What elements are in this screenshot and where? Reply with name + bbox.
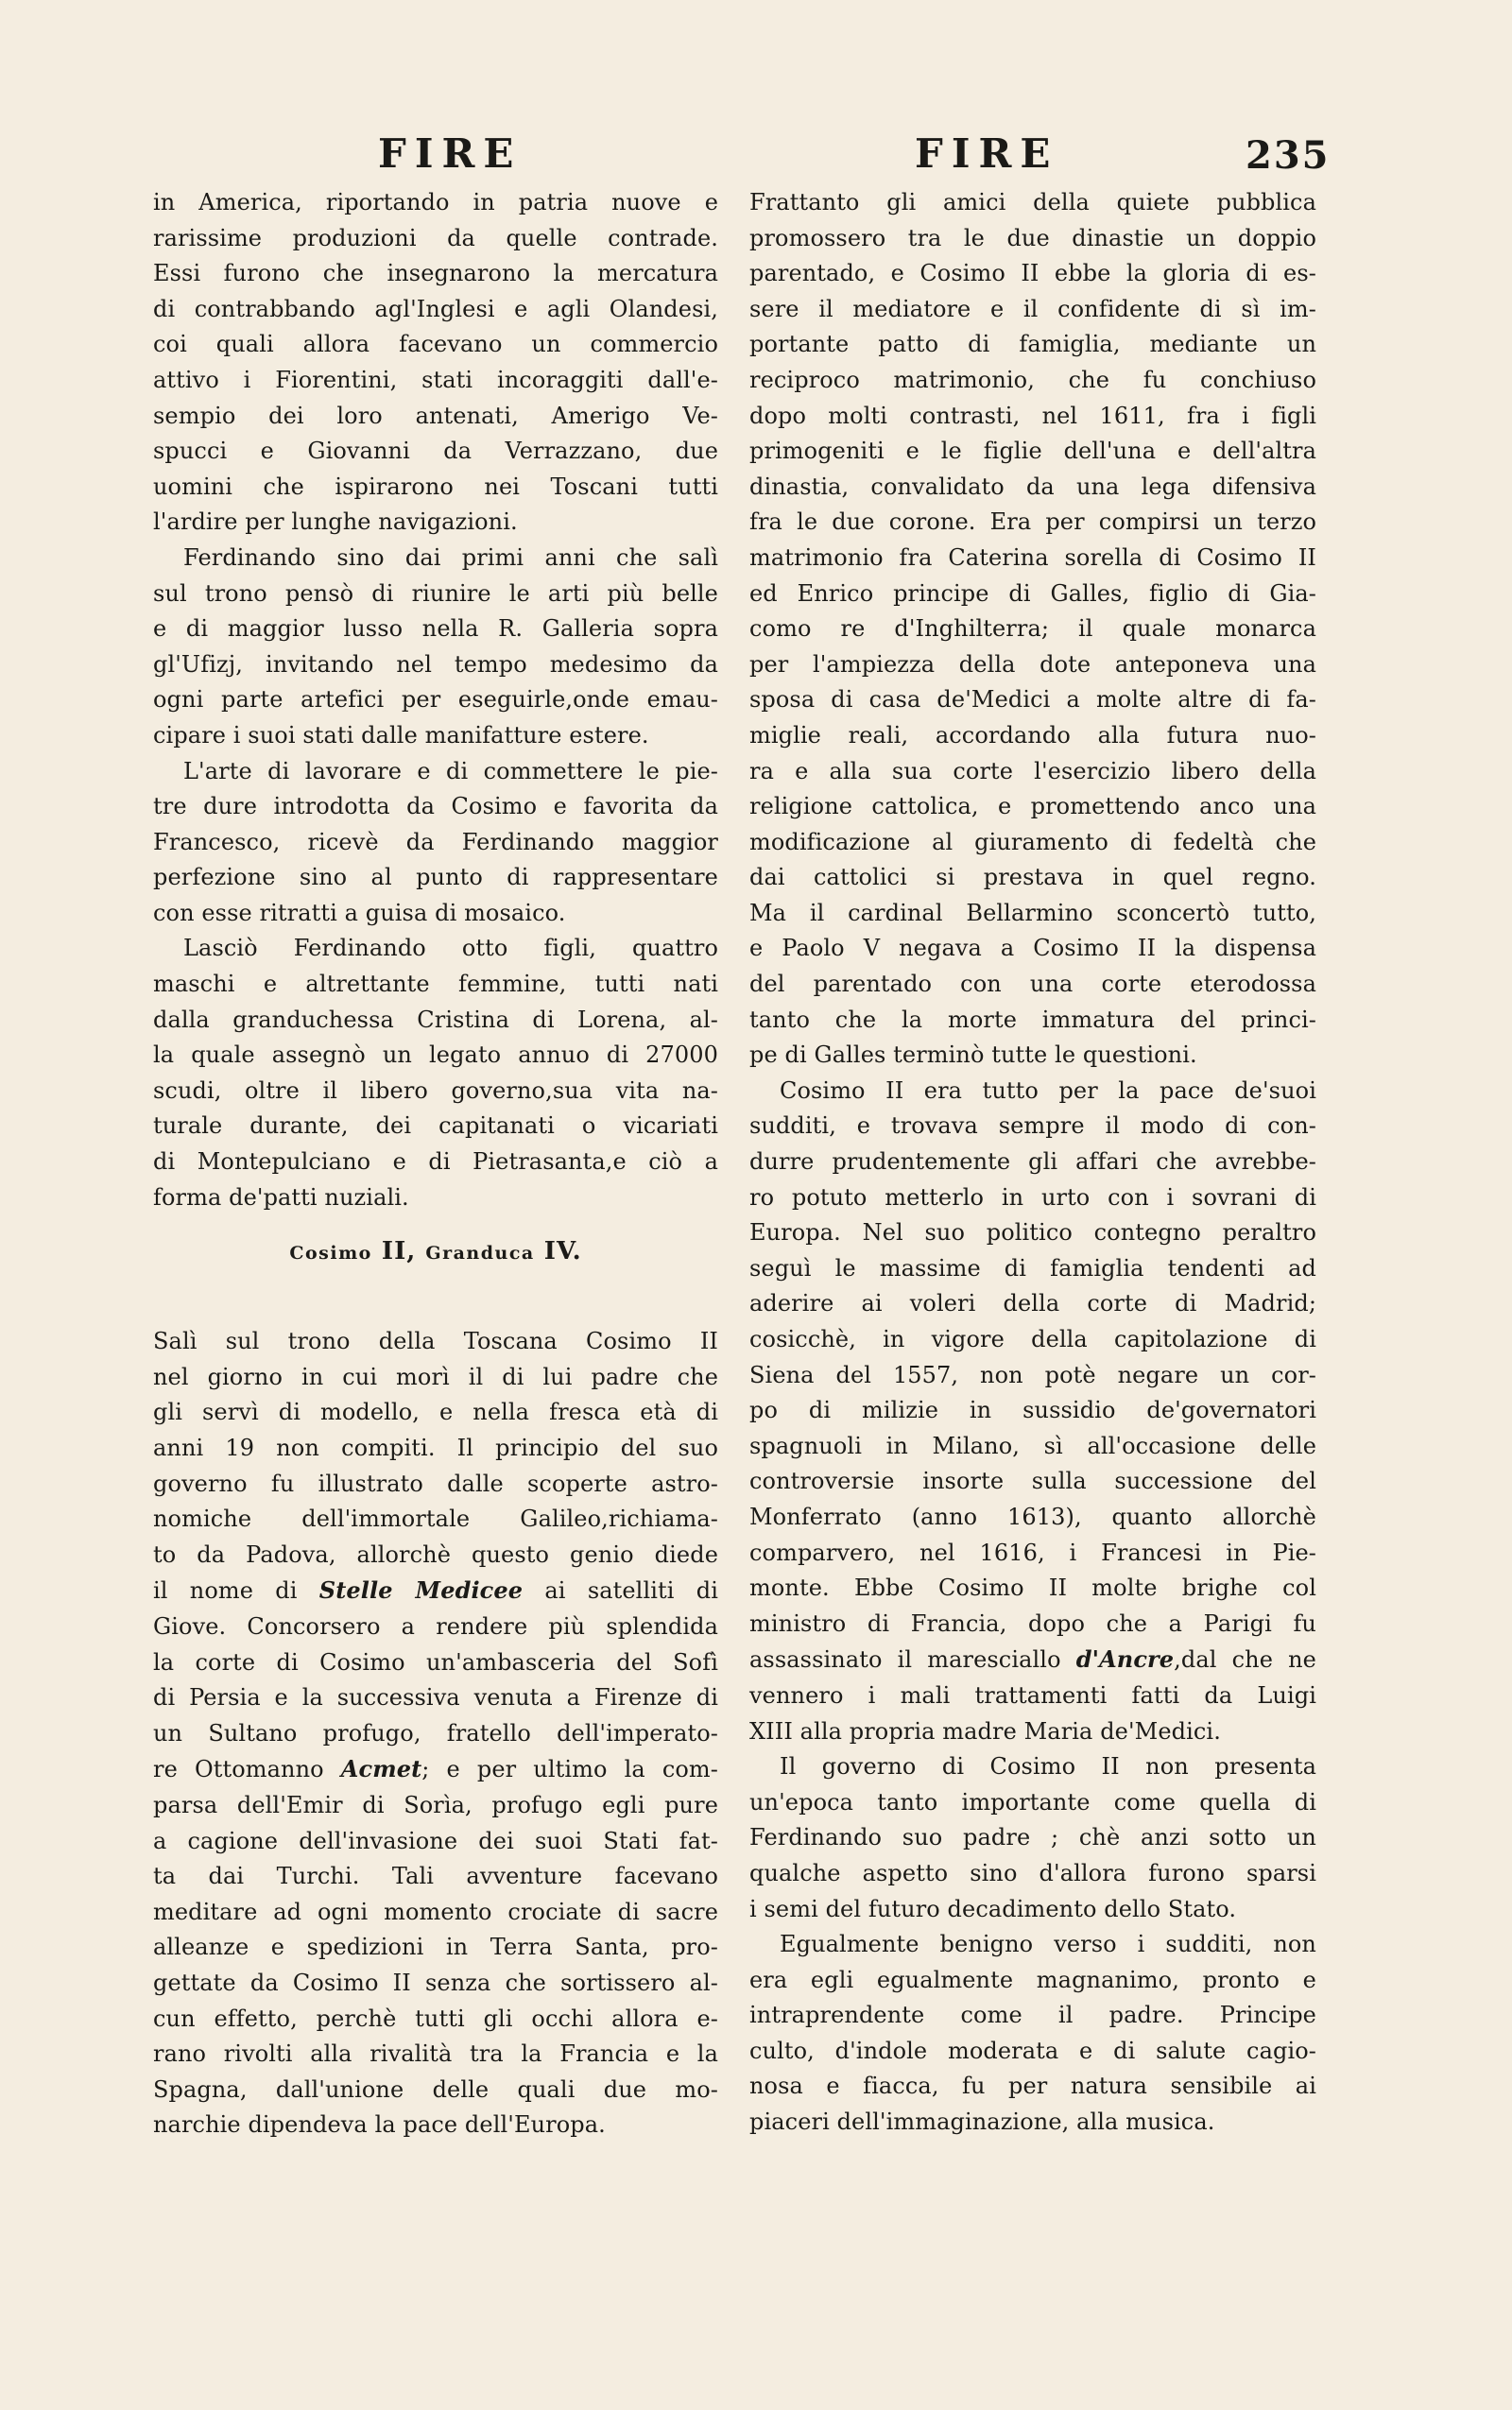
text-line: cun effetto, perchè tutti gli occhi allora e-: [153, 2005, 718, 2032]
text-line: nosa e fiacca, fu per natura sensibile ai: [749, 2073, 1316, 2100]
paragraph: [749, 1678, 1316, 1749]
text-line: vennero i mali trattamenti fatti da Luigi: [749, 1681, 1316, 1709]
text-line: dopo molti contrasti, nel 1611, fra i figli: [749, 402, 1316, 429]
text-line: [153, 1573, 718, 1610]
text-line: Europa. Nel suo politico contegno peraltro: [749, 1219, 1316, 1247]
text-line: piaceri dell'immaginazione, alla musica.: [749, 2109, 1215, 2136]
left-column: [153, 185, 718, 2143]
text-line: gl'Ufizj, invitando nel tempo medesimo da: [153, 650, 718, 678]
text-line: perfezione sino al punto di rappresentare: [153, 864, 718, 891]
text-line: i semi del futuro decadimento dello Stato.: [749, 1895, 1237, 1922]
text-line: controversie insorte sulla successione del: [749, 1468, 1316, 1495]
italic-term: d'Ancre: [1075, 1645, 1175, 1674]
text-line: Giove. Concorsero a rendere più splendida: [153, 1612, 718, 1640]
text-line: Salì sul trono della Toscana Cosimo II: [153, 1328, 718, 1355]
text-line: rano rivolti alla rivalità tra la Francia e la: [153, 2040, 718, 2068]
paragraph: [749, 1074, 1316, 1643]
text-line: in America, riportando in patria nuove e: [153, 189, 718, 215]
text-line: e di maggior lusso nella R. Galleria sopra: [153, 615, 718, 643]
text-line: governo fu illustrato dalle scoperte astro-: [153, 1470, 718, 1497]
text-line: Ma il cardinal Bellarmino sconcertò tutto,: [749, 899, 1316, 926]
text-line: un'epoca tanto importante come quella di: [749, 1788, 1316, 1816]
text-line: spucci e Giovanni da Verrazzano, due: [153, 438, 718, 465]
text-line: monte. Ebbe Cosimo II molte brighe col: [749, 1575, 1316, 1602]
text-line: e Paolo V negava a Cosimo II la dispensa: [749, 935, 1316, 962]
text-line: reciproco matrimonio, che fu conchiuso: [749, 366, 1316, 393]
text-line: ed Enrico principe di Galles, figlio di Gia-: [749, 579, 1316, 607]
text-line: sudditi, e trovava sempre il modo di con-: [749, 1112, 1316, 1140]
text-line: anni 19 non compiti. Il principio del suo: [153, 1435, 718, 1461]
text-line: miglie reali, accordando alla futura nuo-: [749, 721, 1316, 749]
text-line: modificazione al giuramento di fedeltà che: [749, 828, 1316, 855]
text-line: di contrabbando agl'Inglesi e agli Olandesi,: [153, 295, 718, 322]
text-line: l'ardire per lunghe navigazioni.: [153, 508, 518, 536]
text-line: attivo i Fiorentini, stati incoraggiti dall'e-: [153, 366, 718, 393]
text-line: uomini che ispirarono nei Toscani tutti: [153, 473, 718, 500]
text-line: Il governo di Cosimo II non presenta: [780, 1753, 1316, 1781]
section-title-rank: Granduca: [425, 1243, 535, 1265]
text-line: Essi furono che insegnarono la mercatura: [153, 260, 718, 287]
text-line: scudi, oltre il libero governo,sua vita na-: [153, 1076, 718, 1104]
paragraph: [153, 1324, 718, 1573]
text-line: Siena del 1557, non potè negare un cor-: [749, 1361, 1316, 1388]
text-line: fra le due corone. Era per compirsi un terzo: [749, 508, 1316, 536]
text-line: nomiche dell'immortale Galileo,richiama-: [153, 1506, 718, 1533]
text-line: po di milizie in sussidio de'governatori: [749, 1397, 1316, 1424]
text-line: religione cattolica, e promettendo anco una: [749, 793, 1316, 820]
text-line: matrimonio fra Caterina sorella di Cosimo II: [749, 543, 1316, 571]
text-line: XIII alla propria madre Maria de'Medici.: [749, 1717, 1221, 1745]
text-line: ministro di Francia, dopo che a Parigi fu: [749, 1610, 1316, 1637]
text-fragment: assassinato il maresciallo: [749, 1646, 1061, 1674]
text-line: la quale assegnò un legato annuo di 27000: [153, 1041, 718, 1069]
text-line: Cosimo II era tutto per la pace de'suoi: [780, 1076, 1316, 1104]
page-number: 235: [1246, 133, 1331, 178]
text-line: comparvero, nel 1616, i Francesi in Pie-: [749, 1539, 1316, 1566]
paragraph: [153, 1610, 718, 1751]
text-line: cipare i suoi stati dalle manifatture estere.: [153, 721, 649, 749]
text-line: ta dai Turchi. Tali avventure facevano: [153, 1863, 718, 1890]
text-line: Egualmente benigno verso i sudditi, non: [780, 1931, 1316, 1958]
text-line: pe di Galles terminò tutte le questioni.: [749, 1041, 1197, 1069]
italic-term: Stelle Medicee: [318, 1576, 524, 1605]
text-line: ra e alla sua corte l'esercizio libero della: [749, 757, 1316, 784]
text-line: meditare ad ogni momento crociate di sacre: [153, 1898, 718, 1925]
text-line: to da Padova, allorchè questo genio diede: [153, 1541, 718, 1568]
text-fragment: ai satelliti di: [544, 1577, 719, 1605]
paragraph: [749, 1749, 1316, 1927]
text-line: como re d'Inghilterra; il quale monarca: [749, 615, 1316, 643]
section-title-num: IV.: [543, 1237, 582, 1266]
text-line: portante patto di famiglia, mediante un: [749, 331, 1316, 358]
paragraph: [153, 754, 718, 932]
text-line: Ferdinando sino dai primi anni che salì: [183, 543, 718, 571]
text-line: qualche aspetto sino d'allora furono sparsi: [749, 1859, 1316, 1886]
text-line: Ferdinando suo padre ; chè anzi sotto un: [749, 1824, 1316, 1851]
text-line: a cagione dell'invasione dei suoi Stati fat-: [153, 1827, 718, 1854]
text-line: intraprendente come il padre. Principe: [749, 2002, 1316, 2029]
text-line: turale durante, dei capitanati o vicariati: [153, 1112, 718, 1140]
text-line: del parentado con una corte eterodossa: [749, 971, 1316, 998]
text-line: sempio dei loro antenati, Amerigo Ve-: [153, 402, 718, 429]
text-line: un Sultano profugo, fratello dell'imperato-: [153, 1719, 718, 1747]
text-fragment: ; e per ultimo la com-: [421, 1756, 718, 1783]
text-line: parentado, e Cosimo II ebbe la gloria di es-: [749, 260, 1316, 287]
text-line: forma de'patti nuziali.: [153, 1183, 409, 1211]
text-line: nel giorno in cui morì il di lui padre che: [153, 1363, 718, 1390]
text-line: sul trono pensò di riunire le arti più belle: [153, 579, 718, 607]
section-title: [153, 1233, 718, 1271]
text-line: promossero tra le due dinastie un doppio: [749, 224, 1316, 251]
paragraph: [153, 185, 718, 541]
text-line: dai cattolici si prestava in quel regno.: [749, 864, 1316, 891]
text-line: Francesco, ricevè da Ferdinando maggior: [153, 828, 718, 855]
text-line: tre dure introdotta da Cosimo e favorita da: [153, 793, 718, 820]
text-line: gli servì di modello, e nella fresca età di: [153, 1399, 718, 1426]
text-line: cosicchè, in vigore della capitolazione di: [749, 1326, 1316, 1352]
right-running-head: FIRE: [915, 130, 1059, 177]
paragraph: [749, 1927, 1316, 2141]
paragraph: [153, 931, 718, 1215]
paragraph: [153, 1788, 718, 2143]
text-fragment: il nome di: [153, 1577, 298, 1605]
section-title-mid: II,: [381, 1237, 417, 1266]
text-line: dalla granduchessa Cristina di Lorena, al-: [153, 1006, 718, 1033]
text-line: [749, 1642, 1316, 1678]
text-line: per l'ampiezza della dote anteponeva una: [749, 650, 1316, 678]
text-line: di Montepulciano e di Pietrasanta,e ciò a: [153, 1148, 718, 1176]
text-line: coi quali allora facevano un commercio: [153, 331, 718, 358]
text-line: con esse ritratti a guisa di mosaico.: [153, 899, 566, 926]
text-line: seguì le massime di famiglia tendenti ad: [749, 1254, 1316, 1282]
text-line: sposa di casa de'Medici a molte altre di fa-: [749, 686, 1316, 714]
text-line: la corte di Cosimo un'ambasceria del Sofì: [153, 1648, 718, 1676]
text-line: alleanze e spedizioni in Terra Santa, pro-: [153, 1934, 718, 1961]
text-line: aderire ai voleri della corte di Madrid;: [749, 1290, 1316, 1317]
paragraph: [749, 185, 1316, 1074]
text-line: ogni parte artefici per eseguirle,onde emau-: [153, 686, 718, 714]
text-line: durre prudentemente gli affari che avrebbe-: [749, 1148, 1316, 1176]
text-line: Frattanto gli amici della quiete pubblica: [749, 189, 1316, 215]
text-line: [153, 1751, 718, 1788]
text-line: maschi e altrettante femmine, tutti nati: [153, 971, 718, 998]
section-title-name: Cosimo: [289, 1243, 372, 1265]
right-column: [749, 185, 1316, 2141]
text-line: Spagna, dall'unione delle quali due mo-: [153, 2075, 718, 2103]
text-fragment: re Ottomanno: [153, 1756, 324, 1783]
text-line: Monferrato (anno 1613), quanto allorchè: [749, 1503, 1316, 1530]
left-running-head: FIRE: [378, 130, 523, 177]
text-line: di Persia e la successiva venuta a Firenze di: [153, 1684, 718, 1712]
text-line: spagnuoli in Milano, sì all'occasione delle: [749, 1432, 1316, 1459]
text-line: dinastia, convalidato da una lega difensiva: [749, 473, 1316, 500]
text-line: tanto che la morte immatura del princi-: [749, 1006, 1316, 1033]
italic-term: Acmet: [340, 1755, 422, 1783]
text-line: Lasciò Ferdinando otto figli, quattro: [183, 935, 718, 962]
text-line: sere il mediatore e il confidente di sì im-: [749, 295, 1316, 322]
text-line: era egli egualmente magnanimo, pronto e: [749, 1966, 1316, 1993]
paragraph: [153, 541, 718, 754]
text-line: narchie dipendeva la pace dell'Europa.: [153, 2111, 606, 2139]
text-fragment: ,dal che ne: [1174, 1646, 1316, 1674]
text-line: culto, d'indole moderata e di salute cagio-: [749, 2037, 1316, 2064]
text-line: primogeniti e le figlie dell'una e dell'altra: [749, 438, 1316, 465]
text-line: parsa dell'Emir di Sorìa, profugo egli pure: [153, 1791, 718, 1818]
text-line: ro potuto metterlo in urto con i sovrani di: [749, 1183, 1316, 1211]
text-line: L'arte di lavorare e di commettere le pie-: [183, 757, 718, 784]
text-line: gettate da Cosimo II senza che sortissero al-: [153, 1969, 718, 1996]
text-line: rarissime produzioni da quelle contrade.: [153, 224, 718, 251]
